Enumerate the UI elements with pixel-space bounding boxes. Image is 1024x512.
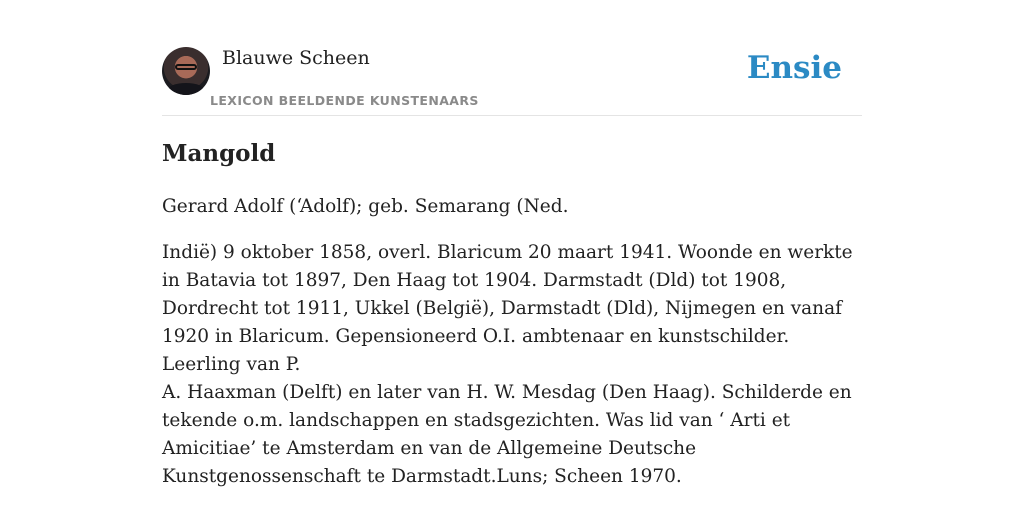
avatar-shirt [168,83,204,95]
page-container [162,0,862,487]
article-paragraph-1: Gerard Adolf (‘Adolf); geb. Semarang (Ned. [162,196,569,217]
category-label[interactable]: LEXICON BEELDENDE KUNSTENAARS [210,93,479,108]
article-header [162,0,862,116]
author-name[interactable]: Blauwe Scheen [222,47,370,69]
site-logo[interactable]: Ensie [746,50,842,86]
article-paragraph-2: Indië) 9 oktober 1858, overl. Blaricum 20 maart 1941. Woonde en werkte in Batavia tot 1897, Den Haag tot 1904. Darmstadt (Dld) tot 1908, Dordrecht tot 1911, Ukkel (België), Darmstadt (Dld), Nijmegen en vanaf 1920 in Blaricum. Gepensioneerd O.I. ambtenaar en kunstschilder. Leerling van P. [162,242,853,375]
avatar-glasses [175,64,197,70]
article-paragraph-3: A. Haaxman (Delft) en later van H. W. Mesdag (Den Haag). Schilderde en tekende o.m. landschappen en stadsgezichten. Was lid van ‘ Arti et Amicitiae’ te Amsterdam en van de Allgemeine Deutsche Kunstgenossenschaft te Darmstadt.Luns; Scheen 1970. [162,382,852,487]
author-avatar[interactable] [162,47,210,95]
article-title: Mangold [162,140,276,167]
